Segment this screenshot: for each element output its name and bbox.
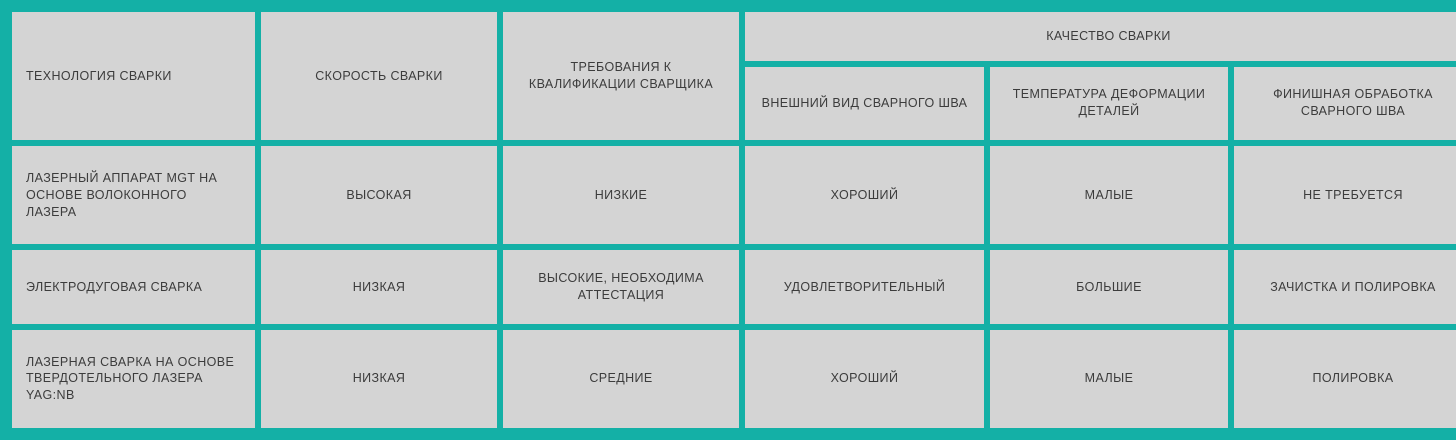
- header-speed: СКОРОСТЬ СВАРКИ: [261, 12, 497, 140]
- header-deformation: ТЕМПЕРАТУРА ДЕФОРМАЦИИ ДЕТАЛЕЙ: [990, 67, 1228, 140]
- cell-finishing: ЗАЧИСТКА И ПОЛИРОВКА: [1234, 250, 1456, 323]
- welding-comparison-table: [6, 6, 1456, 434]
- table-row: [12, 250, 1456, 323]
- cell-deformation: МАЛЫЕ: [990, 146, 1228, 244]
- cell-technology: ЭЛЕКТРОДУГОВАЯ СВАРКА: [12, 250, 255, 323]
- table-row: [12, 146, 1456, 244]
- cell-technology: ЛАЗЕРНЫЙ АППАРАТ MGT НА ОСНОВЕ ВОЛОКОННОГО ЛАЗЕРА: [12, 146, 255, 244]
- header-qualification: ТРЕБОВАНИЯ К КВАЛИФИКАЦИИ СВАРЩИКА: [503, 12, 739, 140]
- header-finishing: ФИНИШНАЯ ОБРАБОТКА СВАРНОГО ШВА: [1234, 67, 1456, 140]
- cell-qualification: СРЕДНИЕ: [503, 330, 739, 428]
- cell-speed: НИЗКАЯ: [261, 330, 497, 428]
- cell-technology: ЛАЗЕРНАЯ СВАРКА НА ОСНОВЕ ТВЕРДОТЕЛЬНОГО ЛАЗЕРА YAG:NB: [12, 330, 255, 428]
- cell-finishing: НЕ ТРЕБУЕТСЯ: [1234, 146, 1456, 244]
- cell-finishing: ПОЛИРОВКА: [1234, 330, 1456, 428]
- cell-qualification: ВЫСОКИЕ, НЕОБХОДИМА АТТЕСТАЦИЯ: [503, 250, 739, 323]
- cell-deformation: МАЛЫЕ: [990, 330, 1228, 428]
- cell-speed: НИЗКАЯ: [261, 250, 497, 323]
- cell-appearance: УДОВЛЕТВОРИТЕЛЬНЫЙ: [745, 250, 984, 323]
- cell-appearance: ХОРОШИЙ: [745, 330, 984, 428]
- cell-deformation: БОЛЬШИЕ: [990, 250, 1228, 323]
- header-technology: ТЕХНОЛОГИЯ СВАРКИ: [12, 12, 255, 140]
- cell-speed: ВЫСОКАЯ: [261, 146, 497, 244]
- table-header-row-top: [12, 12, 1456, 61]
- header-appearance: ВНЕШНИЙ ВИД СВАРНОГО ШВА: [745, 67, 984, 140]
- cell-qualification: НИЗКИЕ: [503, 146, 739, 244]
- header-quality-group: КАЧЕСТВО СВАРКИ: [745, 12, 1456, 61]
- cell-appearance: ХОРОШИЙ: [745, 146, 984, 244]
- table-row: [12, 330, 1456, 428]
